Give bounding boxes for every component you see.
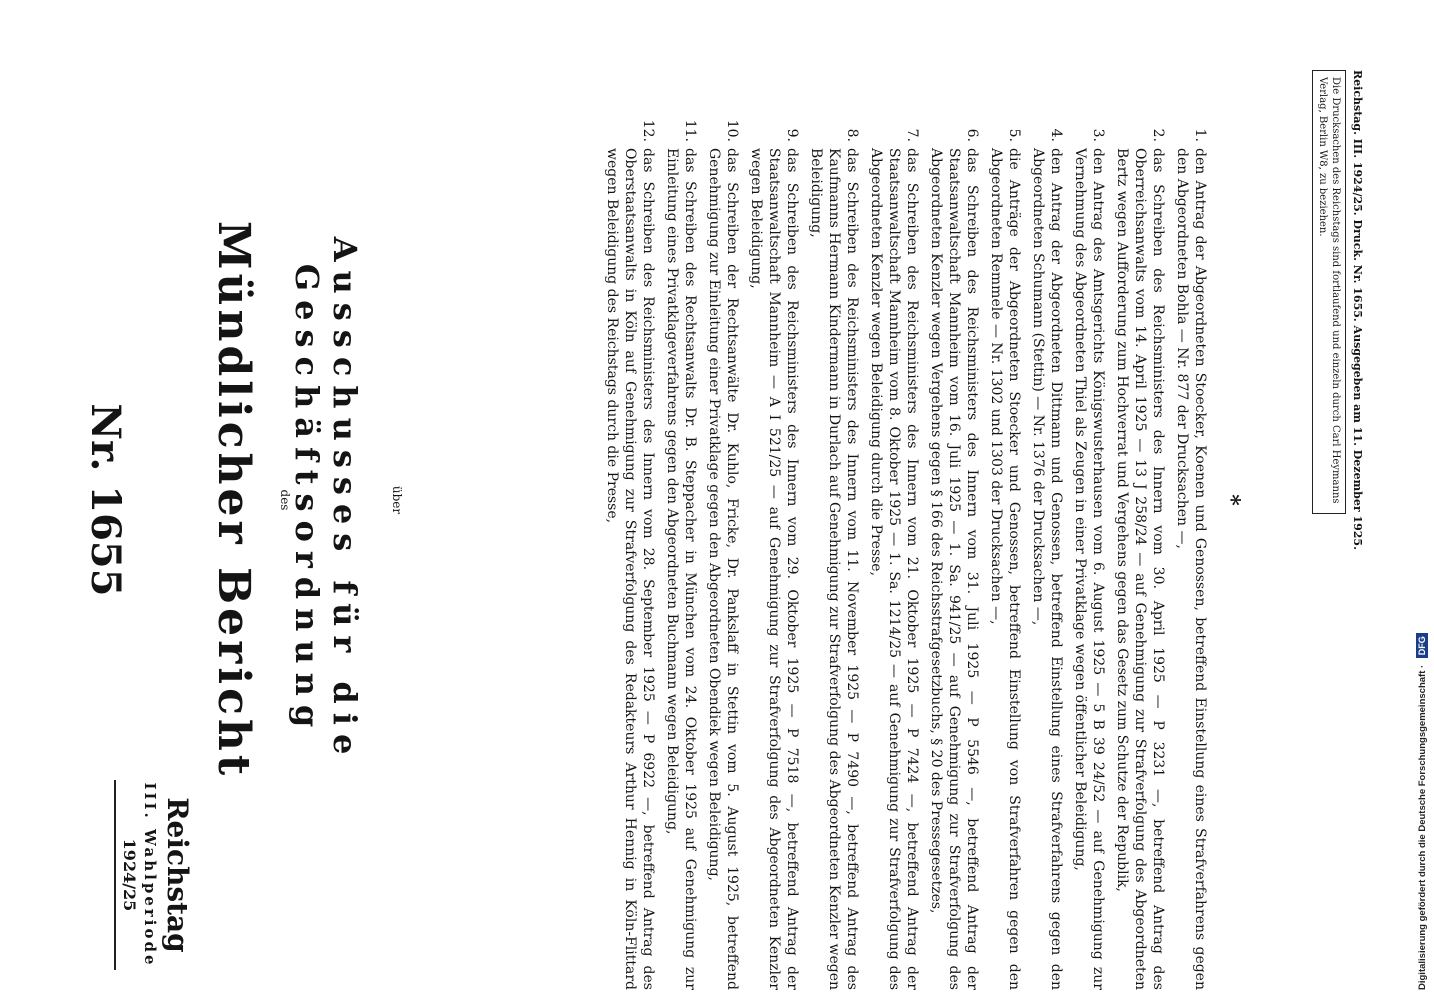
agenda-item [747, 110, 801, 990]
footer-imprint: Reichstag. III. 1924/25. Druck. Nr. 1655. Ausgegeben am 11. Dezember 1925. [1351, 70, 1364, 550]
agenda-item [603, 110, 657, 990]
item-number: 10. [724, 119, 740, 142]
item-text: das Schreiben der Rechtsanwälte Dr. Kuhlo, Fricke, Dr. Pankslaff in Stettin vom 5. August 1925, betreffend Genehmigung zur Einleitung einer Privatklage gegen den Abgeordneten Obendiek wegen Beleidigung, [706, 148, 740, 990]
item-number: 9. [784, 128, 800, 142]
item-text: das Schreiben des Reichsministers des Innern vom 30. April 1925 — P 3231 —, betreffend Antrag des Oberreichsanwalts vom 14. April 1925 — 13 J 258/24 — auf Genehmigung zur Strafverfolgung des Abgeordneten Bertz wegen Aufforderung zum Hochverrat und Vergehens gegen das Gesetz zum Schutze der Republik, [1114, 148, 1166, 990]
document-subtitle: Ausschusses für die Geschäftsordnung [288, 236, 364, 764]
item-number: 1. [1192, 128, 1208, 142]
agenda-item [1173, 110, 1209, 990]
agenda-item [867, 110, 921, 990]
item-text: den Antrag des Amtsgerichts Königswusterhausen vom 6. August 1925 — 5 B 39 24/52 — auf Genehmigung zur Vernehmung des Abgeordneten Thiel als Zeugen in einer Privatklage wegen öffentlicher Beleidigung, [1072, 148, 1106, 990]
footer-notice-box: Die Drucksachen des Reichstags sind fortlaufend und einzeln durch Carl Heymanns Verlag, Berlin W8, zu beziehen. [1312, 70, 1346, 514]
agenda-item [705, 110, 741, 990]
title-connector-des: des [278, 489, 292, 511]
agenda-item [987, 110, 1023, 990]
agenda-item [663, 110, 699, 990]
title-connector-ueber: über [390, 485, 404, 515]
agenda-item [1029, 110, 1065, 990]
item-number: 2. [1150, 128, 1166, 142]
document-title: Mündlicher Bericht [208, 220, 259, 780]
section-asterisk: * [1218, 494, 1244, 506]
item-text: den Antrag der Abgeordneten Dittmann und Genossen, betreffend Einstellung eines Strafverfahrens gegen den Abgeordneten Schumann (Stettin) — Nr. 1376 der Drucksachen —, [1030, 148, 1064, 990]
item-text: das Schreiben des Reichsministers des Innern vom 11. November 1925 — P 7490 —, betreffend Antrag des Kaufmanns Hermann Kindermann in Durlach auf Genehmigung zur Strafverfolgung des Abgeordneten Kenzler wegen Beleidigung, [808, 148, 860, 990]
item-number: 11. [682, 119, 698, 142]
header-year: 1924/25 [114, 780, 139, 970]
item-number: 3. [1090, 128, 1106, 142]
dfg-logo: DFG [1416, 633, 1428, 658]
header-period: III. Wahlperiode [141, 782, 159, 968]
item-text: das Schreiben des Reichsministers des Innern vom 31. Juli 1925 — P 5546 —, betreffend Antrag der Staatsanwaltschaft Mannheim vom 16. Juli 1925 — 1. Sa. 941/25 — auf Genehmigung zur Strafverfolgung des Abgeordneten Kenzler wegen Vergehens gegen § 166 des Reichsstrafgesetzbuchs, § 20 des Pressegesetzes, [928, 148, 980, 990]
item-text: das Schreiben des Reichsministers des Innern vom 28. September 1925 — P 6922 —, betreffend Antrag des Oberstaatsanwalts in Köln auf Genehmigung zur Strafverfolgung des Redakteurs Arthur Hennig in Köln-Flittard wegen Beleidigung des Reichstags durch die Presse, [604, 148, 656, 990]
item-number: 7. [904, 128, 920, 142]
item-text: das Schreiben des Reichsministers des Innern vom 21. Oktober 1925 — P 7424 —, betreffend Antrag der Staatsanwaltschaft Mannheim vom 8. Oktober 1925 — 1. Sa. 1214/25 — auf Genehmigung zur Strafverfolgung des Abgeordneten Kenzler wegen Beleidigung durch die Presse, [868, 148, 920, 990]
agenda-item [927, 110, 981, 990]
item-number: 5. [1006, 128, 1022, 142]
agenda-item [1113, 110, 1167, 990]
agenda-list [409, 110, 1209, 990]
item-number: 6. [964, 128, 980, 142]
item-number: 4. [1048, 128, 1064, 142]
item-text: das Schreiben des Rechtsanwalts Dr. B. Steppacher in München vom 24. Oktober 1925 auf Genehmigung zur Einleitung eines Privatklageverfahrens gegen den Abgeordneten Buchmann wegen Beleidigung, [664, 148, 698, 990]
item-text: das Schreiben des Reichsministers des Innern vom 29. Oktober 1925 — P 7518 —, betreffend Antrag der Staatsanwaltschaft Mannheim — A I 521/25 — auf Genehmigung zur Strafverfolgung des Abgeordneten Kenzler wegen Beleidigung, [748, 148, 800, 990]
item-number: 12. [640, 119, 656, 142]
item-number: 8. [844, 128, 860, 142]
document-number: Nr. 1655 [82, 403, 129, 597]
header-reichstag: Reichstag [161, 797, 194, 953]
agenda-item [807, 110, 861, 990]
item-text: die Anträge der Abgeordneten Stoecker und Genossen, betreffend Einstellung von Strafverfahren gegen den Abgeordneten Remmele — Nr. 1302 und 1303 der Drucksachen —, [988, 148, 1022, 990]
digitization-text: Digitalisierung gefördert durch die Deutsche Forschungsgemeinschaft · [1417, 664, 1428, 990]
agenda-item [1071, 110, 1107, 990]
item-text: den Antrag der Abgeordneten Stoecker, Koenen und Genossen, betreffend Einstellung eines Strafverfahrens gegen den Abgeordneten Bohla — Nr. 877 der Drucksachen —, [1174, 148, 1208, 990]
